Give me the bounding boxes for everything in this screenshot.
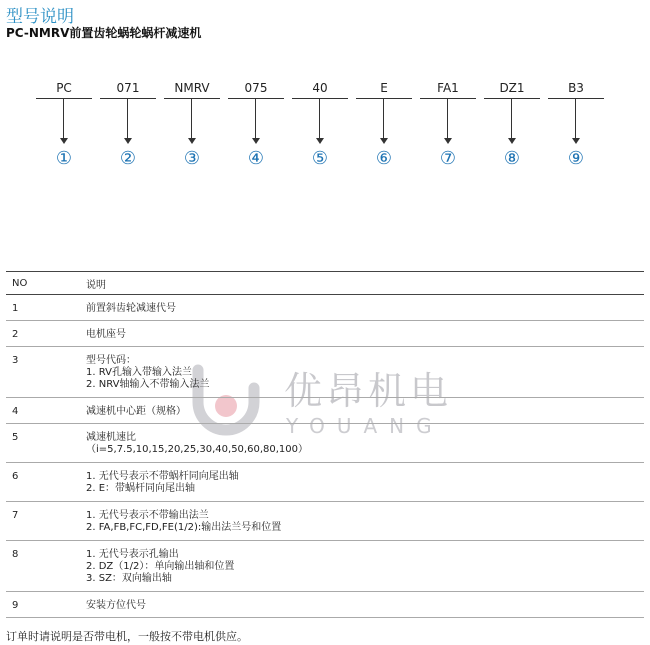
model-code-text: 075 [244,81,268,95]
circled-number: ② [119,148,137,169]
row-number: 8 [12,549,19,560]
row-description [86,600,644,617]
row-description [86,303,644,320]
description-line: 前置斜齿轮减速代号 [86,303,176,314]
model-code-text: DZ1 [499,81,525,95]
description-line: 2. DZ（1/2）：单向输出轴和位置 [86,561,235,572]
table-row [6,424,644,463]
row-description [86,432,644,462]
arrow-line [319,99,320,141]
table-row [6,398,644,424]
circled-number: ⑤ [311,148,329,169]
circled-number: ⑥ [375,148,393,169]
row-number: 3 [12,355,19,366]
row-description [86,471,644,501]
table-row [6,347,644,398]
description-line: 1. 无代号表示孔输出 [86,549,179,560]
circled-number: ⑨ [567,148,585,169]
model-code-text: 40 [312,81,328,95]
underline [292,98,348,99]
arrow-down-icon [572,138,580,144]
model-code-segment [356,80,412,169]
model-code-segment [420,80,476,169]
arrow-down-icon [60,138,68,144]
row-description [86,355,644,397]
underline [164,98,220,99]
row-number: 5 [12,432,19,443]
model-code-text: B3 [568,81,584,95]
arrow-line [191,99,192,141]
product-title: PC-NMRV前置齿轮蜗轮蜗杆减速机 [6,26,202,40]
underline [228,98,284,99]
table-header [6,271,644,295]
description-line: 2. E：带蜗杆同向尾出轴 [86,483,196,494]
row-number: 1 [12,303,19,314]
table-row [6,592,644,618]
table-row [6,295,644,321]
arrow-down-icon [380,138,388,144]
description-line: 减速机中心距（规格） [86,406,186,417]
arrow-down-icon [508,138,516,144]
description-line: 1. 无代号表示不带蜗杆同向尾出轴 [86,471,239,482]
order-note: 订单时请说明是否带电机，一般按不带电机供应。 [6,630,248,643]
description-line: 2. NRV轴输入不带输入法兰 [86,379,210,390]
description-line: 安装方位代号 [86,600,146,611]
description-line: 电机座号 [86,329,126,340]
row-number: 7 [12,510,19,521]
row-number: 4 [12,406,19,417]
underline [100,98,156,99]
circled-number: ③ [183,148,201,169]
watermark-chinese-text: 优昂机电 [284,369,453,413]
arrow-down-icon [444,138,452,144]
spec-table [6,271,644,618]
row-number: 2 [12,329,19,340]
arrow-down-icon [188,138,196,144]
description-line: 型号代码： [86,355,136,366]
circled-number: ④ [247,148,265,169]
model-code-text: 071 [116,81,140,95]
table-row [6,321,644,347]
underline [356,98,412,99]
header-description: 说明 [86,279,106,291]
row-number: 6 [12,471,19,482]
table-body [6,295,644,618]
model-code-segment [228,80,284,169]
model-code-segment [484,80,540,169]
section-heading: 型号说明 [6,7,74,27]
description-line: 3. SZ：双向输出轴 [86,573,172,584]
arrow-down-icon [316,138,324,144]
model-code-text: NMRV [174,81,210,95]
arrow-line [255,99,256,141]
description-line: 减速机速比 [86,432,136,443]
description-line: 1. RV孔输入带输入法兰 [86,367,192,378]
row-description [86,329,644,346]
model-code-text: PC [56,81,72,95]
circled-number: ⑧ [503,148,521,169]
circled-number: ① [55,148,73,169]
row-number: 9 [12,600,19,611]
table-row [6,541,644,592]
arrow-line [447,99,448,141]
description-line: 2. FA,FB,FC,FD,FE(1/2):输出法兰号和位置 [86,522,282,533]
model-code-segment [164,80,220,169]
model-code-segment [548,80,604,169]
table-row [6,463,644,502]
watermark-english-text: YOUANG [286,414,444,438]
underline [548,98,604,99]
model-code-segment [36,80,92,169]
model-code-segment [292,80,348,169]
row-description [86,549,644,591]
arrow-line [511,99,512,141]
arrow-down-icon [252,138,260,144]
arrow-down-icon [124,138,132,144]
circled-number: ⑦ [439,148,457,169]
arrow-line [63,99,64,141]
header-no: NO [12,277,28,289]
model-code-segment [100,80,156,169]
description-line: （i=5,7.5,10,15,20,25,30,40,50,60,80,100） [86,444,308,455]
underline [484,98,540,99]
arrow-line [575,99,576,141]
model-code-text: FA1 [437,81,459,95]
row-description [86,510,644,540]
model-code-text: E [380,81,388,95]
underline [420,98,476,99]
row-description [86,406,644,423]
description-line: 1. 无代号表示不带输出法兰 [86,510,209,521]
underline [36,98,92,99]
table-row [6,502,644,541]
arrow-line [127,99,128,141]
arrow-line [383,99,384,141]
